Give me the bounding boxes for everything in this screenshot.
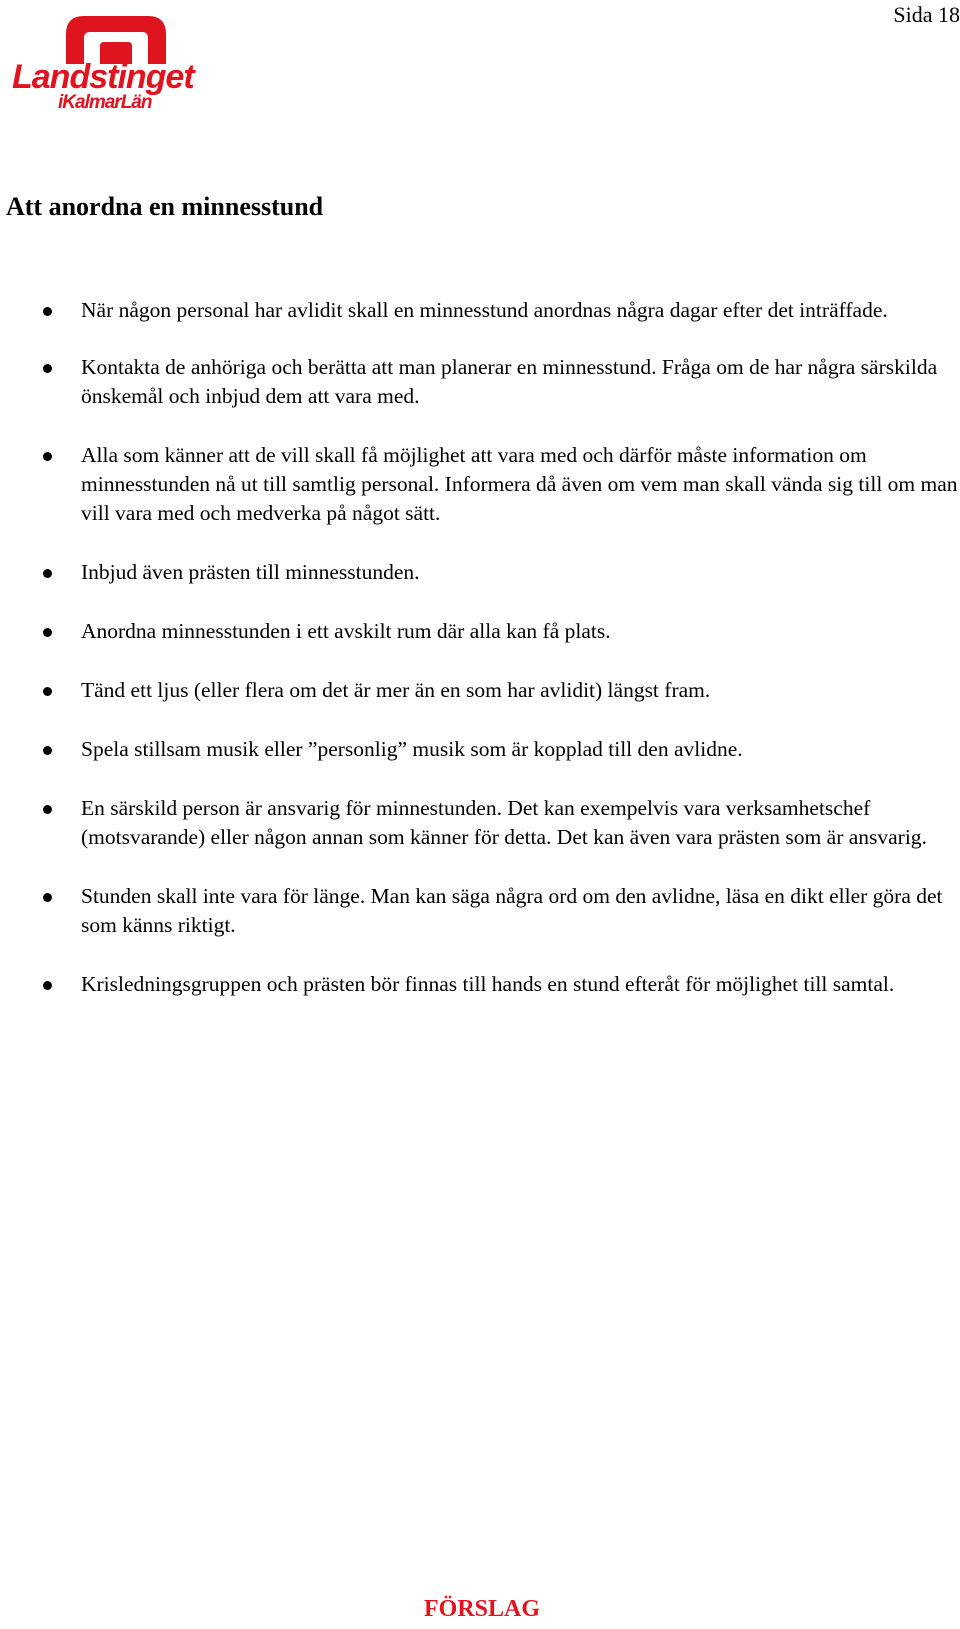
bullet-icon	[43, 569, 52, 578]
draft-label-text: FÖRSLAG	[423, 1596, 540, 1622]
bullet-icon	[43, 687, 52, 696]
bullet-icon	[43, 628, 52, 637]
bullet-text: Anordna minnesstunden i ett avskilt rum där alla kan få plats.	[81, 619, 611, 643]
bullet-icon	[43, 307, 52, 316]
bullet-icon	[43, 893, 52, 902]
list-item	[0, 735, 960, 764]
landstinget-logo	[8, 4, 220, 116]
svg-text:iKalmarLän: iKalmarLän	[58, 92, 152, 113]
bullet-icon	[43, 805, 52, 814]
list-item	[0, 353, 960, 411]
bullet-list	[0, 296, 960, 999]
bullet-text: Kontakta de anhöriga och berätta att man planerar en minnesstund. Fråga om de har några särskilda önskemål och inbjud dem att vara med.	[81, 355, 938, 408]
bullet-text: Spela stillsam musik eller ”personlig” musik som är kopplad till den avlidne.	[81, 737, 743, 761]
bullet-text: Krisledningsgruppen och prästen bör finnas till hands en stund efteråt för möjlighet till samtal.	[81, 972, 895, 996]
bullet-text: Tänd ett ljus (eller flera om det är mer än en som har avlidit) längst fram.	[81, 678, 711, 702]
bullet-text: När någon personal har avlidit skall en minnesstund anordnas några dagar efter det inträffade.	[81, 298, 888, 322]
list-item	[0, 676, 960, 705]
bullet-icon	[43, 981, 52, 990]
list-item	[0, 970, 960, 999]
bullet-text: En särskild person är ansvarig för minnestunden. Det kan exempelvis vara verksamhetschef (motsvarande) eller någon annan som känner för detta. Det kan även vara prästen som är ansvarig.	[81, 796, 927, 849]
list-item	[0, 794, 960, 852]
list-item	[0, 441, 960, 528]
bullet-text: Inbjud även prästen till minnesstunden.	[81, 560, 420, 584]
svg-text:Landstinget: Landstinget	[12, 58, 194, 96]
list-item	[0, 296, 960, 325]
list-item	[0, 558, 960, 587]
bullet-icon	[43, 746, 52, 755]
bullet-icon	[43, 452, 52, 461]
list-item	[0, 617, 960, 646]
bullet-text: Alla som känner att de vill skall få möjlighet att vara med och därför måste information om minnesstunden nå ut till samtlig personal. Informera då även om vem man skall vända sig till om man vill vara med och medverka på något sätt.	[81, 443, 958, 525]
bullet-text: Stunden skall inte vara för länge. Man kan säga några ord om den avlidne, läsa en dikt eller göra det som känns riktigt.	[81, 884, 943, 937]
page-number: Sida 18	[893, 2, 960, 27]
list-item	[0, 882, 960, 940]
draft-label	[0, 1596, 960, 1623]
page-title: Att anordna en minnesstund	[6, 192, 324, 221]
bullet-icon	[43, 364, 52, 373]
